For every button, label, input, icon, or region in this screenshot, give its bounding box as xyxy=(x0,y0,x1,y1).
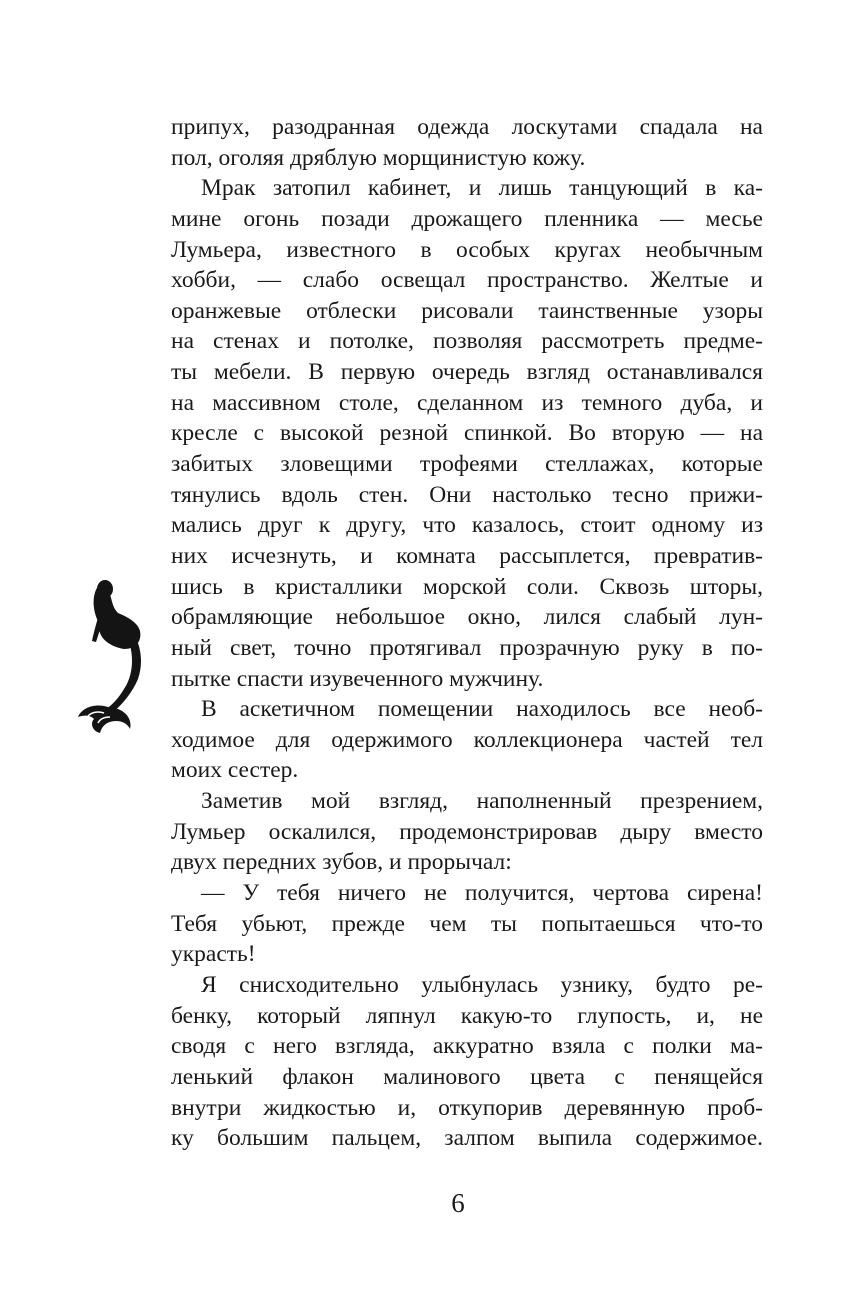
text-line: хобби, — слабо освещал пространство. Желтые и xyxy=(171,267,763,294)
text-line: Я снисходительно улыбнулась узнику, будто ре- xyxy=(201,971,763,998)
text-line: шись в кристаллики морской соли. Сквозь шторы, xyxy=(171,573,763,600)
text-line: на массивном столе, сделанном из темного дуба, и xyxy=(171,389,763,416)
text-line: мине огонь позади дрожащего пленника — месье xyxy=(171,205,763,232)
text-line: — У тебя ничего не получится, чертова сирена! xyxy=(201,880,763,907)
text-line: ный свет, точно протягивал прозрачную руку в по- xyxy=(171,634,763,661)
text-line: сводя с него взгляда, аккуратно взяла с полки ма- xyxy=(171,1033,763,1060)
body-text xyxy=(171,112,763,1154)
text-line: Мрак затопил кабинет, и лишь танцующий в ка- xyxy=(201,175,763,202)
text-line: бенку, который ляпнул какую-то глупость, и, не xyxy=(171,1002,763,1029)
text-line: ку большим пальцем, залпом выпила содержимое. xyxy=(171,1125,763,1152)
text-line: мались друг к другу, что казалось, стоит одному из xyxy=(171,512,763,539)
text-line: внутри жидкостью и, откупорив деревянную проб- xyxy=(171,1094,763,1121)
text-line: моих сестер. xyxy=(171,757,299,784)
text-line: украсть! xyxy=(171,941,256,968)
text-line: ты мебели. В первую очередь взгляд останавливался xyxy=(171,359,763,386)
page-number: 6 xyxy=(451,1188,465,1218)
text-line: ходимое для одержимого коллекционера частей тел xyxy=(171,726,763,753)
text-line: Заметив мой взгляд, наполненный презрением, xyxy=(201,788,763,815)
text-line: ленький флакон малинового цвета с пенящейся xyxy=(171,1063,763,1090)
text-line: В аскетичном помещении находилось все необ- xyxy=(201,696,763,723)
text-line: оранжевые отблески рисовали таинственные узоры xyxy=(171,297,763,324)
mermaid-silhouette-icon xyxy=(72,575,162,735)
text-line: них исчезнуть, и комната рассыплется, превратив- xyxy=(171,542,763,569)
text-line: обрамляющие небольшое окно, лился слабый лун- xyxy=(171,604,763,631)
text-line: тянулись вдоль стен. Они настолько тесно прижи- xyxy=(171,481,763,508)
text-line: пытке спасти изувеченного мужчину. xyxy=(171,665,544,692)
text-line: пол, оголяя дряблую морщинистую кожу. xyxy=(171,144,586,171)
text-line: Лумьера, известного в особых кругах необычным xyxy=(171,236,763,263)
text-line: припух, разодранная одежда лоскутами спадала на xyxy=(171,114,763,140)
text-line: двух передних зубов, и прорычал: xyxy=(171,849,512,876)
text-line: Лумьер оскалился, продемонстрировав дыру вместо xyxy=(171,818,763,845)
text-line: забитых зловещими трофеями стеллажах, которые xyxy=(171,451,763,478)
text-line: кресле с высокой резной спинкой. Во вторую — на xyxy=(171,420,763,447)
text-line: Тебя убьют, прежде чем ты попытаешься что-то xyxy=(171,910,763,937)
text-line: на стенах и потолке, позволяя рассмотреть предме- xyxy=(171,328,763,355)
